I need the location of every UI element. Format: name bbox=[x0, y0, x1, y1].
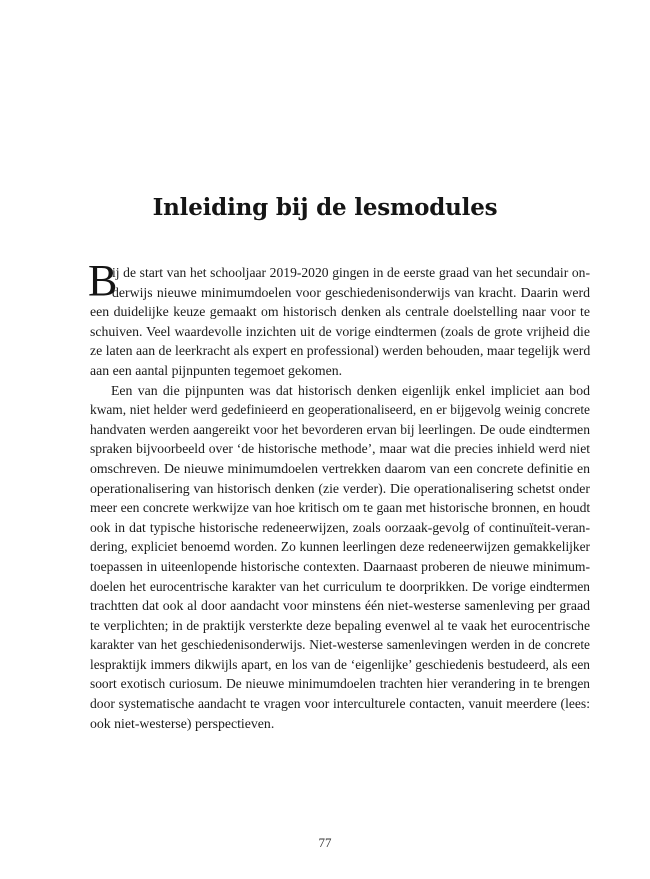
text-line: omschreven. De nieuwe minimumdoelen vertrekken daarom van een concrete definitie en bbox=[90, 460, 590, 476]
text-line: ook niet-westerse) perspectieven. bbox=[90, 715, 275, 731]
body-text bbox=[88, 256, 591, 733]
text-line: derwijs nieuwe minimumdoelen voor geschiedenisonderwijs van kracht. Daarin werd bbox=[112, 284, 590, 300]
chapter-title: Inleiding bij de lesmodules bbox=[152, 194, 498, 221]
text-line: spraken bijvoorbeeld over ‘de historische methode’, maar wat die precies inhield werd niet bbox=[90, 441, 590, 457]
text-line: operationalisering van historisch denken (zie verder). Die operationalisering schetst onder bbox=[90, 480, 590, 496]
text-line: dering, expliciet benoemd worden. Zo kunnen leerlingen deze redeneerwijzen gemakkelijker bbox=[90, 539, 590, 555]
text-line: schuiven. Veel waardevolle inzichten uit de vorige eindtermen (zoals de grote vrijheid die bbox=[90, 323, 590, 339]
text-line: te verplichten; in de praktijk versterkte deze bepaling evenwel al te vaak het eurocentrische bbox=[90, 617, 590, 633]
text-line: trachtten dat ook al door aandacht voor minstens één niet-westerse samenleving per graad bbox=[90, 598, 590, 614]
text-line: ij de start van het schooljaar 2019-2020 gingen in de eerste graad van het secundair on- bbox=[112, 265, 590, 280]
text-line: Een van die pijnpunten was dat historisch denken eigenlijk enkel impliciet aan bod bbox=[111, 382, 590, 398]
text-line: handvaten werden aangereikt voor het bevorderen ervan bij leerlingen. De oude eindtermen bbox=[90, 421, 590, 437]
drop-cap: B bbox=[88, 256, 118, 305]
text-line: door systematische aandacht te vragen voor interculturele contacten, vanuit meerdere (lees: bbox=[90, 696, 590, 712]
text-line: aan een aantal pijnpunten tegemoet gekomen. bbox=[90, 362, 343, 378]
text-line: kwam, niet helder werd gedefinieerd en geoperationaliseerd, en er bijgevolg weinig concrete bbox=[90, 402, 590, 418]
page-number: 77 bbox=[318, 835, 332, 850]
text-line: meer een concrete werkwijze van hoe kritisch om te gaan met historische bronnen, en houdt bbox=[90, 500, 591, 516]
text-line: ze laten aan de leerkracht als expert en professional) werden behouden, maar tegelijk werd bbox=[90, 343, 591, 359]
text-line: toepassen in uiteenlopende historische contexten. Daarnaast proberen de nieuwe minimum- bbox=[90, 558, 590, 574]
text-line: doelen het eurocentrische karakter van het curriculum te doorprikken. De vorige eindtermen bbox=[90, 578, 590, 594]
text-line: karakter van het geschiedenisonderwijs. Niet-westerse samenlevingen werden in de concrete bbox=[90, 637, 590, 653]
text-line: soort exotisch curiosum. De nieuwe minimumdoelen trachten hier verandering in te brengen bbox=[90, 676, 590, 692]
text-line: een duidelijke keuze gemaakt om historisch denken als centrale doelstelling naar voor te bbox=[90, 304, 590, 320]
text-line: lespraktijk immers dikwijls apart, en los van de ‘eigenlijke’ geschiedenis bestudeerd, als een bbox=[90, 656, 590, 672]
text-line: ook in dat typische historische redeneerwijzen, zoals oorzaak-gevolg of continuïteit-veran- bbox=[90, 519, 590, 535]
